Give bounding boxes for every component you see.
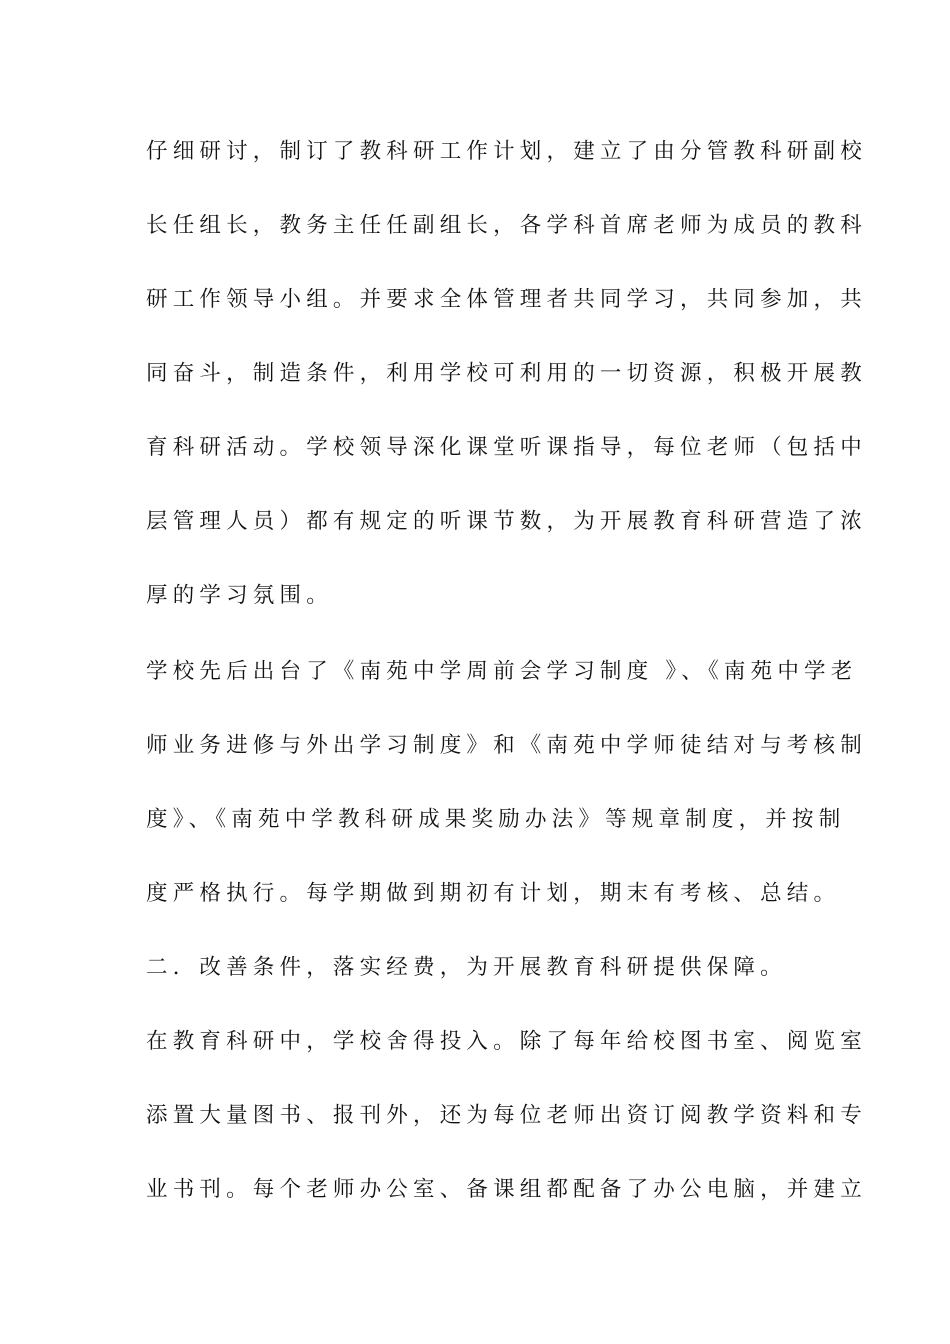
text-line: 长任组长，教务主任任副组长，各学科首席老师为成员的教科 — [146, 213, 867, 238]
text-line: 仔细研讨，制订了教科研工作计划，建立了由分管教科研副校 — [146, 139, 867, 164]
text-line: 添置大量图书、报刊外，还为每位老师出资订阅教学资料和专 — [146, 1103, 867, 1128]
text-line: 度》、《南苑中学教科研成果奖励办法》等规章制度，并按制 — [146, 807, 846, 832]
text-line: 业书刊。每个老师办公室、备课组都配备了办公电脑，并建立 — [146, 1177, 867, 1202]
text-line: 在教育科研中，学校舍得投入。除了每年给校图书室、阅览室 — [146, 1029, 867, 1054]
text-line: 层管理人员）都有规定的听课节数，为开展教育科研营造了浓 — [146, 509, 867, 534]
text-line: 厚的学习氛围。 — [146, 583, 333, 608]
text-line: 度严格执行。每学期做到期初有计划，期末有考核、总结。 — [146, 881, 841, 906]
section-heading: 二．改善条件，落实经费，为开展教育科研提供保障。 — [146, 955, 787, 980]
text-line: 学校先后出台了《南苑中学周前会学习制度 》、《南苑中学老 — [146, 659, 858, 684]
text-line: 同奋斗，制造条件，利用学校可利用的一切资源，积极开展教 — [146, 361, 867, 386]
text-line: 研工作领导小组。并要求全体管理者共同学习，共同参加，共 — [146, 287, 867, 312]
text-line: 师业务进修与外出学习制度》和《南苑中学师徒结对与考核制 — [146, 733, 867, 758]
text-line: 育科研活动。学校领导深化课堂听课指导，每位老师（包括中 — [146, 435, 867, 460]
